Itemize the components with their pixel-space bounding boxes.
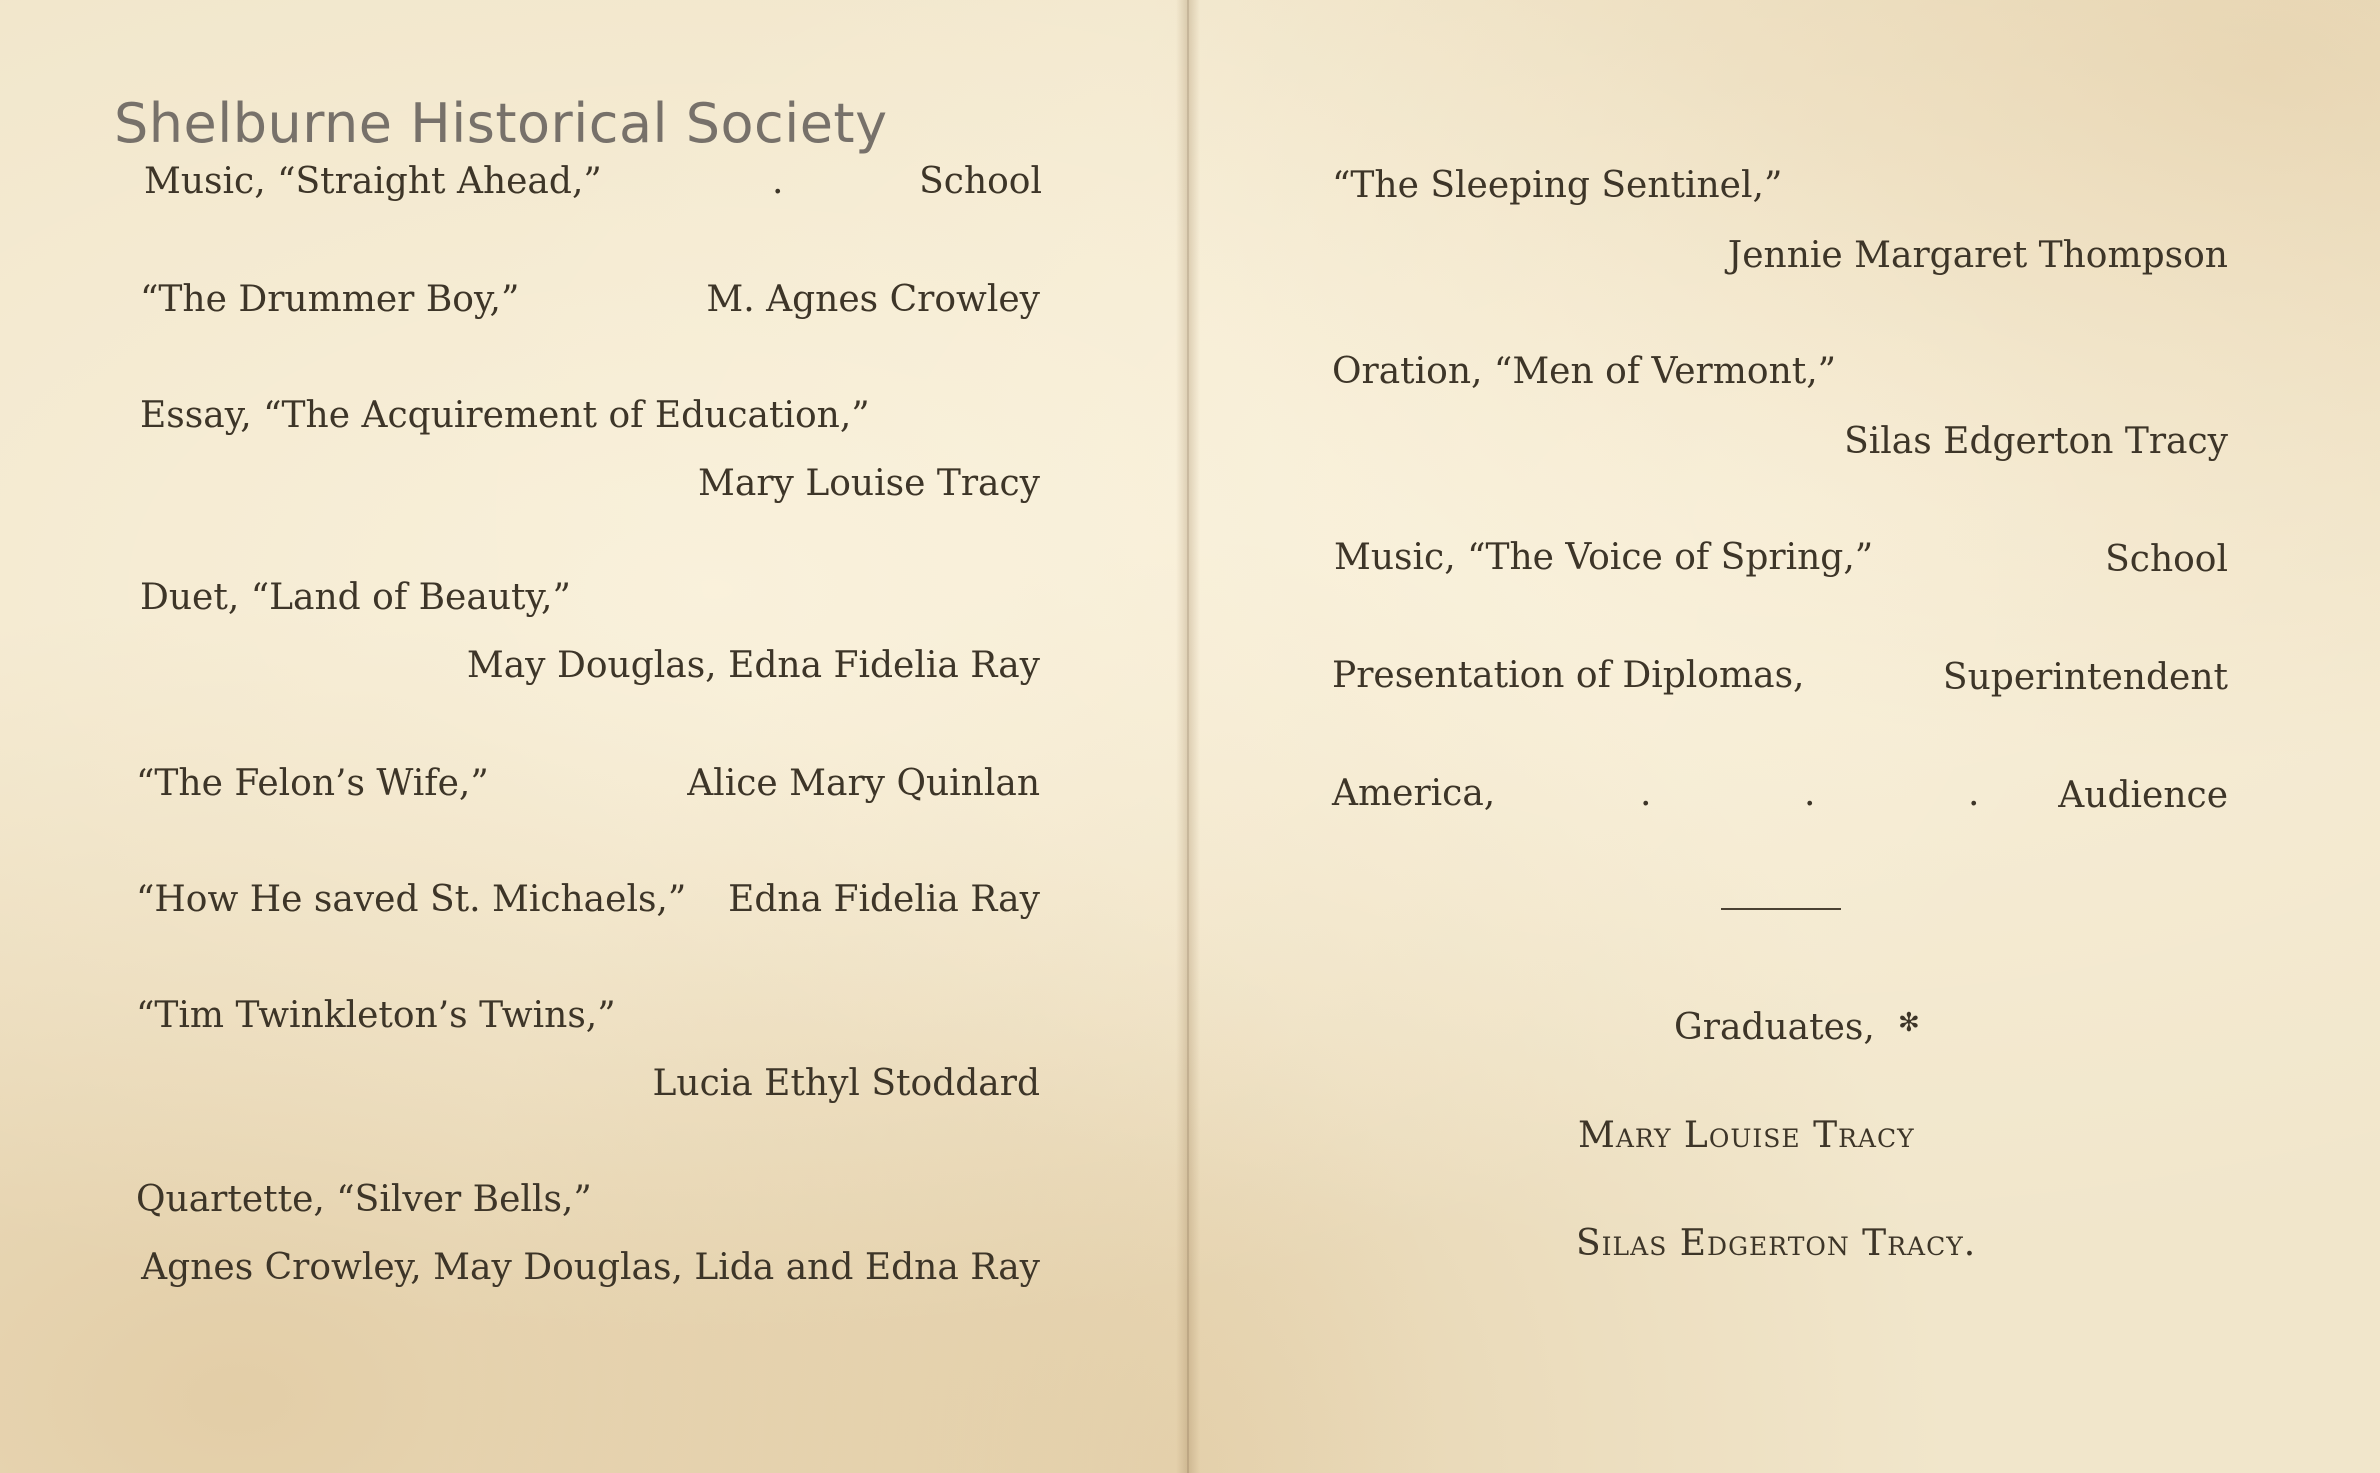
item-11-title: Music, “The Voice of Spring,” bbox=[1334, 537, 1874, 578]
item-12-performer: Superintendent bbox=[1942, 657, 2228, 698]
graduate-1: Mary Louise Tracy bbox=[1578, 1115, 1915, 1156]
item-2-performer: M. Agnes Crowley bbox=[706, 279, 1040, 320]
item-3-title: Essay, “The Acquirement of Education,” bbox=[140, 395, 870, 436]
item-13-dot-3: . bbox=[1968, 773, 1980, 814]
item-10-title: Oration, “Men of Vermont,” bbox=[1332, 351, 1837, 392]
item-13-dot-2: . bbox=[1804, 773, 1816, 814]
item-8-performer: Agnes Crowley, May Douglas, Lida and Edna Ray bbox=[141, 1247, 1040, 1288]
graduate-2: Silas Edgerton Tracy. bbox=[1576, 1223, 1977, 1264]
item-9-title: “The Sleeping Sentinel,” bbox=[1332, 165, 1783, 206]
item-9-performer: Jennie Margaret Thompson bbox=[1727, 235, 2228, 276]
item-7-title: “Tim Twinkleton’s Twins,” bbox=[136, 995, 616, 1036]
ornament-icon: ✻ bbox=[1898, 1008, 1920, 1038]
page-fold bbox=[1176, 0, 1200, 1473]
divider-rule bbox=[1721, 908, 1841, 910]
item-1-performer: School bbox=[919, 161, 1042, 202]
item-13-dot-1: . bbox=[1640, 773, 1652, 814]
item-12-title: Presentation of Diplomas, bbox=[1332, 655, 1805, 696]
item-5-performer: Alice Mary Quinlan bbox=[687, 763, 1040, 804]
item-7-performer: Lucia Ethyl Stoddard bbox=[652, 1063, 1040, 1104]
item-10-performer: Silas Edgerton Tracy bbox=[1844, 421, 2228, 462]
item-4-title: Duet, “Land of Beauty,” bbox=[140, 577, 571, 618]
item-6-title: “How He saved St. Michaels,” bbox=[136, 879, 687, 920]
item-1-title: Music, “Straight Ahead,” bbox=[144, 161, 602, 202]
graduates-label: Graduates, bbox=[1674, 1007, 1875, 1048]
item-4-performer: May Douglas, Edna Fidelia Ray bbox=[466, 645, 1040, 686]
item-11-performer: School bbox=[2105, 539, 2228, 580]
item-2-title: “The Drummer Boy,” bbox=[140, 279, 520, 320]
item-8-title: Quartette, “Silver Bells,” bbox=[136, 1179, 592, 1220]
item-1-sep: . bbox=[772, 161, 784, 202]
item-6-performer: Edna Fidelia Ray bbox=[728, 879, 1040, 920]
item-13-performer: Audience bbox=[2058, 775, 2228, 816]
item-5-title: “The Felon’s Wife,” bbox=[136, 763, 489, 804]
item-3-performer: Mary Louise Tracy bbox=[698, 463, 1040, 504]
watermark-text: Shelburne Historical Society bbox=[114, 92, 888, 155]
item-13-title: America, bbox=[1332, 773, 1496, 814]
